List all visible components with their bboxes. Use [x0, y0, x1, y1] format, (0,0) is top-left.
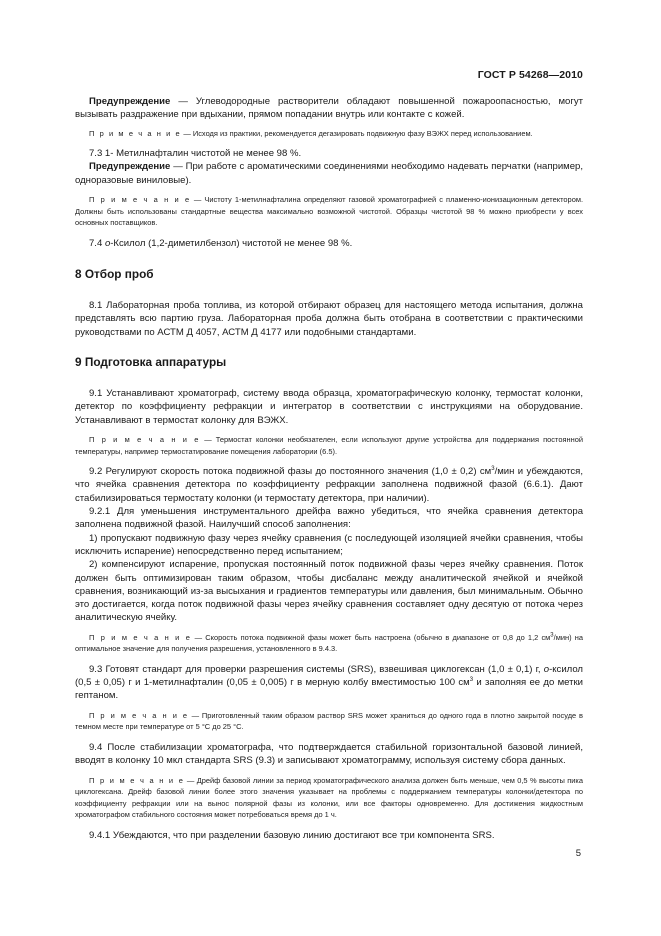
note-paragraph	[75, 710, 583, 733]
note-label: П р и м е ч а н и е	[89, 632, 192, 642]
clause-8-1: 8.1 Лабораторная проба топлива, из которой отбирают образец для настоящего метода испытания, должна представлять всю партию груза. Лабораторная проба должна быть отобрана в соответствии с практическими руководствами по АСТМ Д 4057, АСТМ Д 4177 или подобными стандартами.	[75, 300, 583, 338]
page-content	[75, 95, 583, 842]
note-paragraph	[75, 434, 583, 457]
clause-9-4: 9.4 После стабилизации хроматографа, что подтверждается стабильной горизонтальной базовой линией, вводят в колонку 10 мкл стандарта SRS (9.3) и записывают хроматограмму, используя систему сбора данных.	[75, 741, 583, 767]
note-label: П р и м е ч а н и е	[89, 195, 191, 205]
warning-text: — При работе с ароматическими соединениями необходимо надевать перчатки (например, одноразовые виниловые).	[75, 161, 583, 186]
section-heading-9: 9 Подготовка аппаратуры	[75, 355, 227, 370]
warning-paragraph	[75, 95, 583, 122]
clause-7-4: 7.4 о-Ксилол (1,2-диметилбензол) чистотой не менее 98 %.	[89, 237, 353, 249]
note-text: — Исходя из практики, рекомендуется дегазировать подвижную фазу ВЭЖХ перед использованием.	[181, 128, 533, 138]
warning-paragraph	[75, 160, 583, 187]
note-text: — Термостат колонки необязателен, если используют другие устройства для поддержания постоянной температуры, например термостатирование помещения лаборатории (6.5).	[75, 434, 583, 456]
page-number: 5	[575, 848, 581, 859]
note-paragraph	[75, 775, 583, 821]
clause-7-3: 7.3 1- Метилнафталин чистотой не менее 98 %.	[89, 148, 302, 160]
note-label: П р и м е ч а н и е	[89, 434, 201, 444]
clause-9-2-1: 9.2.1 Для уменьшения инструментального дрейфа важно убедиться, что ячейка сравнения детектора заполнена подвижной фазой. Наилучший способ заполнения:	[75, 506, 583, 531]
warning-text: — Углеводородные растворители обладают повышенной пожароопасностью, могут вызывать раздражение при вдыхании, прямом попадании внутрь или контакте с кожей.	[75, 96, 583, 121]
clause-9-3: 9.3 Готовят стандарт для проверки разрешения системы (SRS), взвешивая циклогексан (1,0 ± 0,1) г, о-ксилол (0,5 ± 0,05) г и 1-метилнафталин (0,05 ± 0,005) г в мерную колбу вместимостью 100 $см^3$ и заполняя ее до метки гептаном.	[75, 663, 584, 702]
note-label: П р и м е ч а н и е	[89, 710, 189, 720]
warning-label: Предупреждение	[89, 96, 171, 107]
note-text: — Чистоту 1-метилнафталина определяют газовой хроматографией с пламенно-ионизационным детектором. Должны быть использованы стандартные вещества максимально возможной чистотой. Образцы чистотой 98 % можно приобрести у всех основных поставщиков.	[75, 195, 584, 228]
clause-9-2: 9.2 Регулируют скорость потока подвижной фазы до постоянного значения (1,0 ± 0,2) $см^3$/мин и убеждаются, что ячейка сравнения детектора по коэффициенту рефракции заполнена подвижной фазой (6.6.1). Дают стабилизироваться термостату колонки (и термостату детектора, при наличии).	[75, 465, 583, 504]
warning-label: Предупреждение	[89, 161, 171, 173]
section-heading-8: 8 Отбор проб	[75, 267, 154, 282]
clause-9-1: 9.1 Устанавливают хроматограф, систему ввода образца, хроматографическую колонку, термостат колонки, детектор по коэффициенту рефракции и интегратор в соответствии с инструкциями на оборудование. Устанавливают в термостат колонку для ВЭЖХ.	[75, 388, 583, 426]
clause-9-4-1: 9.4.1 Убеждаются, что при разделении базовую линию достигают все три компонента SRS.	[89, 829, 495, 841]
note-paragraph	[75, 128, 583, 140]
note-paragraph	[75, 194, 583, 229]
note-label: П р и м е ч а н и е	[89, 775, 185, 785]
note-text: — Дрейф базовой линии за период хроматографического анализа должен быть меньше, чем 0,5 % высоты пика циклогексана. Дрейф базовой линии более этого значения указывает на проблемы с поддержанием температуры колонки/детектора по коэффициенту рефракции или на вынос полярной фазы из колонки, или все факторы одновременно. Для достижения жидкостным хроматографом стабильного состояния может потребоваться время до 1 ч.	[75, 775, 583, 820]
note-label: П р и м е ч а н и е	[89, 128, 182, 138]
note-text: — Приготовленный таким образом раствор SRS может храниться до одного года в плотно закрытой посуде в темном месте при температуре от 5 °С до 25 °С.	[75, 710, 584, 732]
list-item: 2) компенсируют испарение, пропуская постоянный поток подвижной фазы через ячейку сравнения. Поток должен быть оптимизирован таким образом, чтобы дисбаланс между аналитической ячейкой и ячейкой сравнения, возникающий из-за высыхания и градиентов температуры или давления, был минимальным. Обычно это достигается, когда поток подвижной фазы через ячейку сравнения составляет одну десятую от потока через аналитическую ячейку.	[75, 559, 583, 624]
note-paragraph: П р и м е ч а н и е — Скорость потока подвижной фазы может быть настроена (обычно в диапазоне от 0,8 до 1,2 $см^3/мин$) на оптимальное значение для получения разрешения, установленного в 9.4.3.	[75, 632, 583, 654]
list-item: 1) пропускают подвижную фазу через ячейку сравнения (с последующей изоляцией ячейки сравнения, чтобы исключить испарение) непосредственно перед испытанием;	[75, 532, 583, 557]
standard-header: ГОСТ Р 54268—2010	[477, 69, 583, 81]
